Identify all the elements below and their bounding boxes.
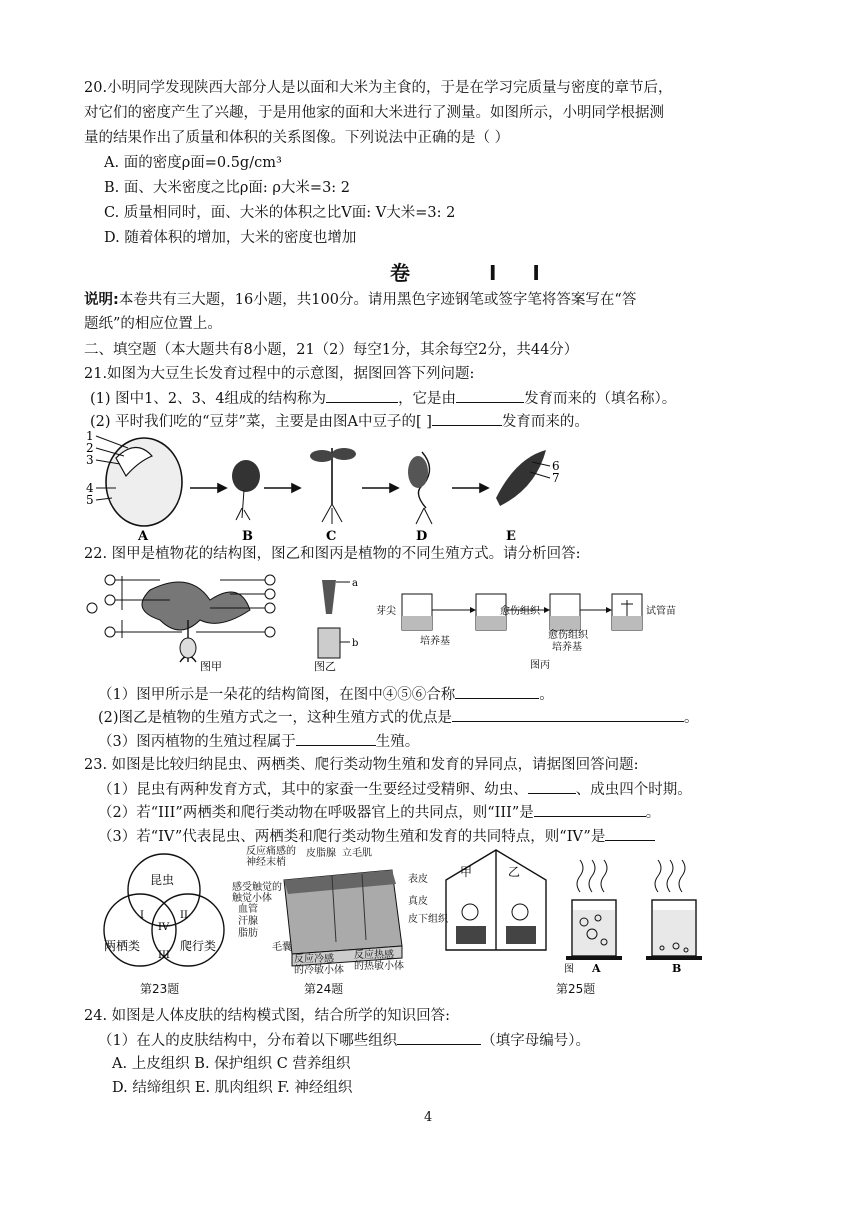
num-6: 6 [552, 459, 560, 473]
q21-p2a: (2) 平时我们吃的“豆芽”菜，主要是由图A中豆子的[ ] [90, 414, 432, 430]
q23-p2b: 。 [645, 805, 661, 821]
q23-part3 [98, 826, 655, 847]
graft-diagram [314, 578, 358, 673]
q21-part1 [90, 388, 676, 409]
q25-caption: 第25题 [556, 982, 596, 996]
q22-part2 [98, 707, 699, 728]
q24-options-line2: D. 结缔组织 E. 肌肉组织 F. 神经组织 [112, 1080, 353, 1096]
fig-label-a: A [138, 529, 149, 544]
house-label-jia: 甲 [460, 865, 473, 879]
q23-p2a: （2）若“III”两栖类和爬行类动物在呼吸器官上的共同点，则“III”是 [98, 805, 534, 821]
skin-label-cold-1: 反应冷感 [294, 954, 334, 965]
num-5: 5 [86, 493, 94, 507]
num-3: 3 [86, 453, 94, 467]
bing-label-medium1: 培养基 [420, 636, 450, 647]
q24-caption: 第24题 [304, 982, 344, 996]
fig-yi-caption: 图乙 [314, 660, 336, 673]
q24-p1a: （1）在人的皮肤结构中，分布着以下哪些组织 [98, 1033, 398, 1049]
venn-reptile: 爬行类 [180, 939, 217, 953]
q21-blank3[interactable] [432, 411, 502, 426]
q22-blank3[interactable] [296, 731, 376, 746]
q22-p2a: (2)图乙是植物的生殖方式之一，这种生殖方式的优点是 [98, 710, 453, 726]
q24-blank1[interactable] [397, 1030, 481, 1045]
q22-figures [100, 570, 700, 676]
q23-blank2[interactable] [534, 802, 646, 817]
q21-blank1[interactable] [326, 388, 398, 403]
skin-label-touch-1: 感受触觉的 [232, 882, 282, 893]
q20-option-c: C. 质量相同时，面、大米的体积之比V面: V大米=3: 2 [104, 205, 456, 221]
num-4: 4 [86, 481, 94, 495]
skin-label-arrector: 立毛肌 [342, 848, 372, 859]
q21-stem: 21.如图为大豆生长发育过程中的示意图，据图回答下列问题: [84, 366, 475, 382]
q22-p1a: （1）图甲所示是一朵花的结构简图，在图中④⑤⑥合称 [98, 687, 456, 703]
q21-p1c: 发育而来的（填名称）。 [524, 391, 677, 407]
q24-p1b: （填字母编号）。 [481, 1033, 590, 1049]
q21-p1b: ，它是由 [398, 391, 457, 407]
q22-stem: 22. 图甲是植物花的结构图，图乙和图丙是植物的不同生殖方式。请分析回答: [84, 546, 581, 562]
fig-label-d: D [416, 529, 428, 544]
num-1: 1 [86, 429, 94, 443]
venn-region-3: III [158, 950, 170, 961]
skin-label-fat: 脂肪 [238, 928, 258, 939]
venn-insect: 昆虫 [150, 873, 175, 887]
venn-diagram [100, 850, 230, 970]
q23-part2 [98, 802, 660, 823]
bing-label-callus1: 愈伤组织 [500, 606, 540, 617]
q24-options-line1: A. 上皮组织 B. 保护组织 C 营养组织 [112, 1056, 351, 1072]
note-text: 本卷共有三大题，16小题，共100分。请用黑色字迹钢笔或签字笔将答案写在“答 [118, 292, 637, 308]
fig-label-e: E [506, 529, 516, 544]
venn-region-2: II [180, 910, 188, 921]
bing-label-medium2: 培养基 [552, 642, 582, 653]
part-heading: 二、填空题（本大题共有8小题，21（2）每空1分，其余每空2分，共44分） [84, 342, 579, 358]
skin-label-nerve-1: 反应痛感的 [246, 846, 296, 857]
skin-diagram [232, 846, 448, 976]
q20-stem-line1: 20.小明同学发现陕西大部分人是以面和大米为主食的，于是在学习完质量与密度的章节后， [84, 80, 673, 96]
skin-label-epidermis: 表皮 [408, 874, 428, 885]
venn-region-1: I [140, 910, 144, 921]
skin-label-vessel: 血管 [238, 904, 258, 915]
flower-diagram [87, 575, 275, 673]
page-number: 4 [424, 1110, 433, 1125]
skin-label-sweat: 汗腺 [238, 916, 258, 927]
section-note-line1 [84, 290, 636, 310]
skin-label-touch-2: 触觉小体 [232, 893, 272, 904]
beaker-fig-label: 图 [564, 964, 574, 975]
skin-label-nerve-2: 神经末梢 [246, 857, 286, 868]
skin-label-subcutis: 皮下组织 [408, 914, 448, 925]
venn-region-4: IV [158, 922, 170, 933]
skin-label-heat-1: 反应热感 [354, 950, 394, 961]
q22-part3 [98, 731, 419, 752]
num-2: 2 [86, 441, 94, 455]
q22-p1b: 。 [539, 687, 554, 703]
q21-blank2[interactable] [456, 388, 524, 403]
bing-label-callus2: 愈伤组织 [548, 630, 588, 641]
fig-bing-caption: 图丙 [530, 660, 550, 671]
q21-p2b: 发育而来的。 [501, 414, 589, 430]
fig-label-b: B [242, 529, 253, 544]
house-label-yi: 乙 [508, 865, 521, 879]
fig-jia-caption: 图甲 [200, 660, 222, 673]
section-note-line2: 题纸”的相应位置上。 [84, 316, 222, 332]
q22-p3a: （3）图丙植物的生殖过程属于 [98, 734, 296, 750]
q24-stem: 24. 如图是人体皮肤的结构模式图，结合所学的知识回答: [84, 1008, 451, 1024]
q22-p3b: 生殖。 [375, 734, 420, 750]
graft-label-b: b [352, 638, 359, 649]
q23-p3a: （3）若“IV”代表昆虫、两栖类和爬行类动物生殖和发育的共同特点，则“IV”是 [98, 829, 606, 845]
q20-stem-line3: 量的结果作出了质量和体积的关系图像。下列说法中正确的是（ ） [84, 130, 510, 146]
q20-option-d: D. 随着体积的增加，大米的密度也增加 [104, 230, 357, 246]
bing-label-bud: 芽尖 [376, 606, 396, 617]
tissue-culture-diagram [376, 594, 676, 671]
graft-label-a: a [352, 578, 358, 589]
section-title: 卷 II [390, 261, 576, 285]
skin-label-follicle: 毛囊 [272, 942, 292, 953]
q23-blank3[interactable] [605, 826, 655, 841]
fig-label-c: C [326, 529, 337, 544]
q20-option-a: A. 面的密度ρ面=0.5g/cm³ [104, 155, 282, 171]
q24-part1 [98, 1030, 590, 1051]
beaker-label-b: B [672, 962, 682, 975]
beaker-label-a: A [592, 962, 601, 975]
skin-label-dermis: 真皮 [408, 896, 428, 907]
skin-label-cold-2: 的冷敏小体 [294, 965, 344, 976]
skin-label-heat-2: 的热敏小体 [354, 961, 404, 972]
q21-figure [86, 428, 586, 544]
q21-p1a: (1) 图中1、2、3、4组成的结构称为 [90, 391, 327, 407]
skin-label-sebaceous: 皮脂腺 [306, 848, 336, 859]
q22-blank1[interactable] [455, 684, 539, 699]
q22-part1 [98, 684, 554, 705]
note-label: 说明: [84, 292, 119, 308]
q23-caption: 第23题 [140, 982, 180, 996]
q20-option-b: B. 面、大米密度之比ρ面: ρ大米=3: 2 [104, 180, 351, 196]
q23-blank1[interactable] [528, 779, 576, 794]
q23-p1a: （1）昆虫有两种发育方式，其中的家蚕一生要经过受精卵、幼虫、 [98, 782, 528, 798]
q22-blank2[interactable] [452, 707, 684, 722]
bing-label-seedling: 试管苗 [646, 606, 676, 617]
venn-amphibian: 两栖类 [104, 939, 141, 953]
q22-p2b: 。 [684, 710, 699, 726]
num-7: 7 [552, 471, 560, 485]
q25-figure [446, 850, 716, 975]
q20-stem-line2: 对它们的密度产生了兴趣，于是用他家的面和大米进行了测量。如图所示，小明同学根据测 [84, 105, 664, 121]
q23-stem: 23. 如图是比较归纳昆虫、两栖类、爬行类动物生殖和发育的异同点，请据图回答问题: [84, 757, 639, 773]
q23-part1 [98, 779, 692, 800]
q23-p1b: 、成虫四个时期。 [575, 782, 692, 798]
